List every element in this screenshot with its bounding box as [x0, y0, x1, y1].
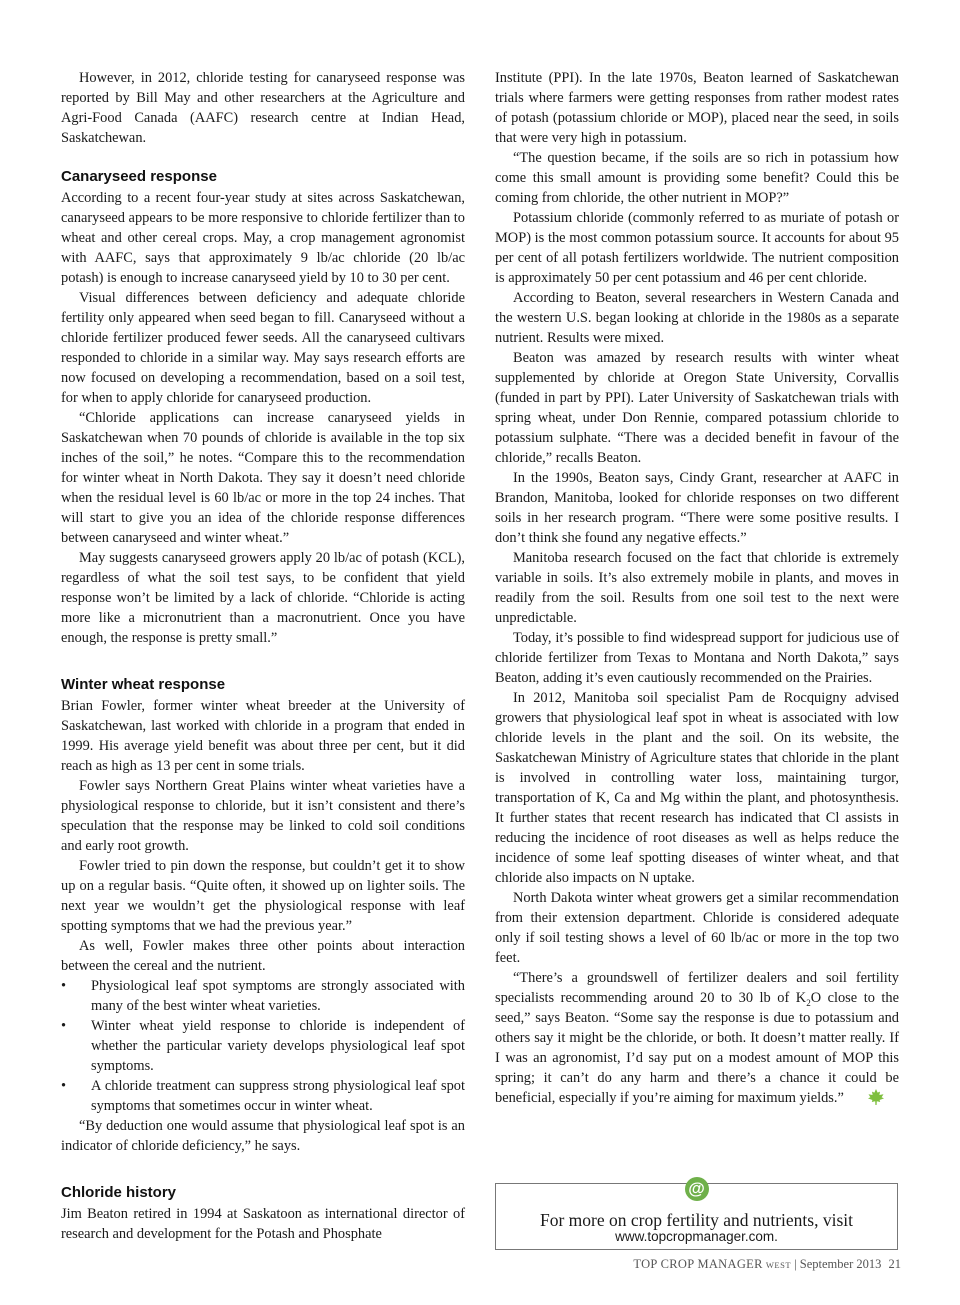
text-run: O close to the seed,” says Beaton. “Some say the response is due to potassium and others say it might be the chloride, or both. It doesn’t matter really. If I was an agronomist, I’d say put on a modest amount of MOP this spring; it can’t do any harm and there’s a chance it could be beneficial, especially if you’re aiming for maximum yields.” — [495, 990, 899, 1106]
paragraph: “Chloride applications can increase canaryseed yields in Saskatchewan when 70 pounds of chloride is available in the top six inches of the soil,” he notes. “Compare this to the recommendation for winter wheat in North Dakota. They say it doesn’t need chloride when the residual level is 60 lb/ac or more in the top 24 inches. That will start to give you an idea of the chloride response differences between canaryseed and winter wheat.” — [61, 410, 465, 546]
subscript: 2 — [806, 997, 811, 1008]
list-item — [61, 1076, 465, 1116]
list-item-text: Physiological leaf spot symptoms are strongly associated with many of the best winter wheat varieties. — [91, 978, 465, 1014]
maple-leaf-icon — [849, 1089, 885, 1111]
section-heading-winter-wheat: Winter wheat response — [61, 676, 226, 693]
paragraph: Fowler tried to pin down the response, but couldn’t get it to show up on a regular basis. “Quite often, it showed up on lighter soils. The next year we wouldn’t get the physiological response with leaf spotting symptoms that we had the previous year.” — [61, 858, 465, 934]
list-item-text: A chloride treatment can suppress strong physiological leaf spot symptoms that sometimes occur in winter wheat. — [91, 1078, 465, 1114]
bullet-marker: • — [61, 1078, 67, 1094]
paragraph-final — [495, 968, 899, 1111]
magazine-region: WEST — [765, 1260, 792, 1270]
paragraph: Beaton was amazed by research results with winter wheat supplemented by chloride at Oregon State University, Corvallis (funded in part by PPI). Later University of Saskatchewan trials with spring wheat, under Don Rennie, compared potassium chloride to potassium sulphate. “There was a decided benefit in favour of the chloride,” recalls Beaton. — [495, 350, 899, 466]
callout-url-link[interactable]: www.topcropmanager.com. — [615, 1229, 778, 1244]
text-run: “There’s a groundswell of fertilizer dealers and soil fertility specialists recommending around 20 to 30 lb of K — [495, 970, 899, 1006]
paragraph: Today, it’s possible to find widespread support for judicious use of chloride fertilizer from Texas to Montana and North Dakota,” says Beaton, adding it’s even cautiously recommended on the Prairies. — [495, 630, 899, 686]
page-footer — [633, 1257, 901, 1272]
list-item-text: Winter wheat yield response to chloride is independent of whether the particular variety develops physiological leaf spot symptoms. — [91, 1018, 465, 1074]
paragraph: North Dakota winter wheat growers get a similar recommendation from their extension department. Chloride is considered adequate only if soil testing shows a level of 60 lb/ac or more in the top two feet. — [495, 890, 899, 966]
left-column — [61, 68, 465, 1244]
paragraph: Manitoba research focused on the fact that chloride is extremely variable in soils. It’s also extremely mobile in plants, and moves in readily from the soil. Results from one soil test to the next were unpredictable. — [495, 550, 899, 626]
magazine-name: TOP CROP MANAGER — [633, 1257, 763, 1271]
section-heading-chloride-history: Chloride history — [61, 1184, 177, 1201]
paragraph: “The question became, if the soils are so rich in potassium how come this small amount is providing some benefit? Could this be coming from chloride, the other nutrient in MOP?” — [495, 150, 899, 206]
page-number: 21 — [888, 1257, 901, 1271]
paragraph: As well, Fowler makes three other points about interaction between the cereal and the nutrient. — [61, 938, 465, 974]
bullet-marker: • — [61, 978, 67, 994]
paragraph: According to Beaton, several researchers in Western Canada and the western U.S. began looking at chloride in the 1980s as a separate nutrient. Results were mixed. — [495, 290, 899, 346]
paragraph: Jim Beaton retired in 1994 at Saskatoon as international director of research and development for the Potash and Phosphate — [61, 1206, 465, 1242]
bullet-list — [61, 976, 465, 1116]
paragraph: However, in 2012, chloride testing for canaryseed response was reported by Bill May and other researchers at the Agriculture and Agri-Food Canada (AAFC) research centre at Indian Head, Saskatchewan. — [61, 70, 465, 146]
issue-date: September 2013 — [799, 1257, 882, 1271]
paragraph: In 2012, Manitoba soil specialist Pam de Rocquigny advised growers that physiological leaf spot in wheat is associated with low chloride levels in the plant and the soil. On its website, the Saskatchewan Ministry of Agriculture states that chloride in the plant is involved in controlling water loss, maintaining turgor, transportation of K, Ca and Mg within the plant, and photosynthesis. It further states that recent research has indicated that Cl assists in reducing the incidence of root diseases as well as helps reduce the incidence of some leaf spotting diseases of winter wheat, and that chloride also impacts on N uptake. — [495, 690, 899, 886]
website-callout-box — [495, 1179, 898, 1250]
list-item — [61, 1016, 465, 1076]
right-column — [495, 68, 899, 1111]
paragraph: Potassium chloride (commonly referred to as muriate of potash or MOP) is the most common potassium source. It accounts for about 95 per cent of all potash fertilizers worldwide. The nutrient composition is approximately 50 per cent potassium and 46 per cent chloride. — [495, 210, 899, 286]
paragraph: “By deduction one would assume that physiological leaf spot is an indicator of chloride deficiency,” he says. — [61, 1118, 465, 1154]
list-item — [61, 976, 465, 1016]
paragraph: Brian Fowler, former winter wheat breeder at the University of Saskatchewan, last worked with chloride in a program that ended in 1999. His average yield benefit was about three per cent, but it did reach as high as 13 per cent in some trials. — [61, 698, 465, 774]
footer-separator: | — [794, 1257, 797, 1271]
paragraph: In the 1990s, Beaton says, Cindy Grant, researcher at AAFC in Brandon, Manitoba, looked for chloride responses on two different soils in her research program. “There were some positive results. I don’t think she found any negative effects.” — [495, 470, 899, 546]
at-sign-icon: @ — [685, 1177, 709, 1201]
paragraph: Visual differences between deficiency and adequate chloride fertility only appeared when seed began to fill. Canaryseed without a chloride fertilizer produced fewer seeds. All the canaryseed cultivars responded to chloride in a similar way. May says research efforts are now focused on developing a recommendation, based on a soil test, for when to apply chloride for canaryseed production. — [61, 290, 465, 406]
section-heading-canaryseed: Canaryseed response — [61, 168, 217, 185]
paragraph: Institute (PPI). In the late 1970s, Beaton learned of Saskatchewan trials where farmers were getting responses from rather modest rates of potash (potassium chloride or MOP), placed near the seed, in soils that were very high in potassium. — [495, 70, 899, 146]
callout-text: For more on crop fertility and nutrients, visit — [539, 1210, 853, 1230]
bullet-marker: • — [61, 1018, 67, 1034]
paragraph: According to a recent four-year study at sites across Saskatchewan, canaryseed appears to be more responsive to chloride fertilizer than to wheat and other cereal crops. May, a crop management agronomist with AAFC, says that approximately 9 lb/ac chloride (20 lb/ac potash) is enough to increase canaryseed yield by 10 to 30 per cent. — [61, 190, 465, 286]
paragraph: Fowler says Northern Great Plains winter wheat varieties have a physiological response to chloride, but it isn’t consistent and there’s speculation that the response may be linked to cold soil conditions and early root growth. — [61, 778, 465, 854]
paragraph: May suggests canaryseed growers apply 20 lb/ac of potash (KCL), regardless of what the soil test says, to be confident that yield response won’t be limited by a lack of chloride. “Chloride is acting more like a micronutrient than a macronutrient. Once you have enough, the response is pretty small.” — [61, 550, 465, 646]
